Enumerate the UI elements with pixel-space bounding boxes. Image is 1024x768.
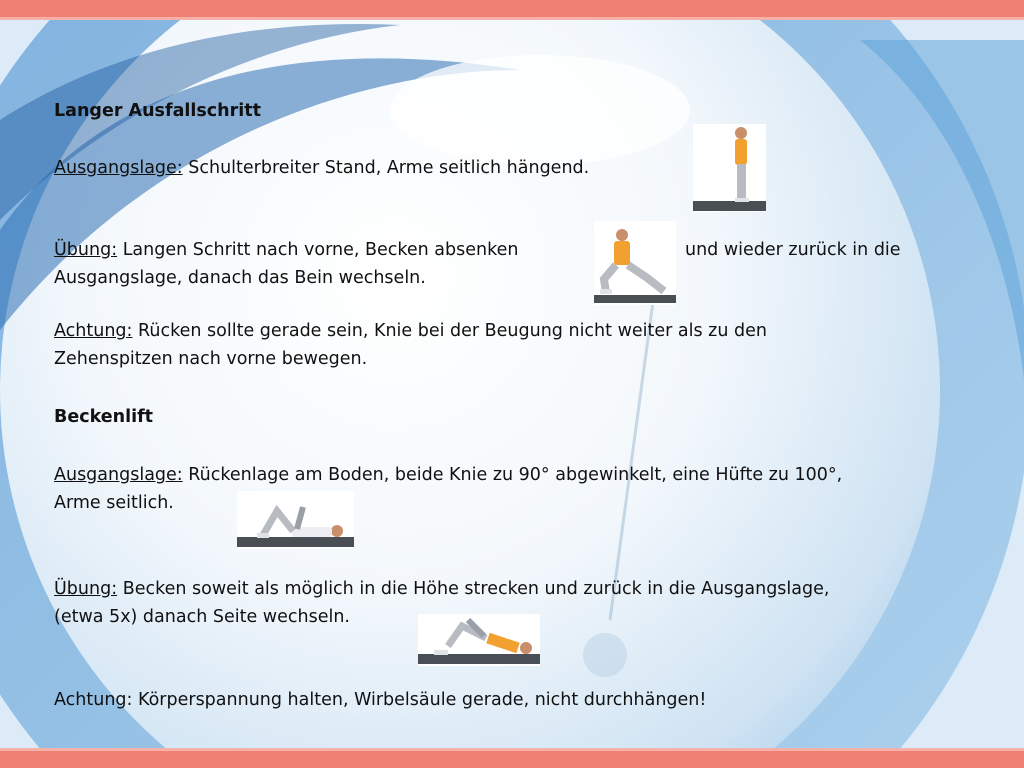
- lunge-exercise-text-a: Langen Schritt nach vorne, Becken absenken: [122, 240, 519, 260]
- lunge-person-image: [594, 221, 676, 305]
- pelvic-lift-image: [418, 614, 540, 666]
- section-title-lunge: Langer Ausfallschritt: [54, 101, 261, 121]
- lift-caution: Achtung: Körperspannung halten, Wirbelsäule gerade, nicht durchhängen!: [54, 690, 707, 710]
- standing-person-image: [693, 124, 766, 212]
- lunge-exercise-label: Übung:: [54, 240, 118, 260]
- lunge-exercise-line1: [54, 236, 518, 264]
- lunge-caution-line1: [54, 317, 767, 345]
- lunge-caution-label: Achtung:: [54, 321, 133, 341]
- lunge-start-text: Schulterbreiter Stand, Arme seitlich hängend.: [188, 158, 590, 178]
- lift-start-text-b: Arme seitlich.: [54, 493, 174, 513]
- lift-exercise-label: Übung:: [54, 579, 118, 599]
- lunge-start-label: Ausgangslage:: [54, 158, 183, 178]
- lunge-start-position: [54, 154, 589, 182]
- lift-start-line1: [54, 461, 842, 489]
- lying-knees-bent-image: [237, 491, 354, 549]
- lift-exercise-line1: [54, 575, 829, 603]
- lunge-caution-text-a: Rücken sollte gerade sein, Knie bei der Beugung nicht weiter als zu den: [138, 321, 767, 341]
- lunge-exercise-text-c: Ausgangslage, danach das Bein wechseln.: [54, 268, 426, 288]
- lunge-caution-text-b: Zehenspitzen nach vorne bewegen.: [54, 349, 368, 369]
- lunge-exercise-text-b: und wieder zurück in die: [685, 240, 901, 260]
- lift-start-label: Ausgangslage:: [54, 465, 183, 485]
- lift-exercise-text-a: Becken soweit als möglich in die Höhe strecken und zurück in die Ausgangslage,: [122, 579, 830, 599]
- top-accent-bar: [0, 0, 1024, 20]
- lift-start-text-a: Rückenlage am Boden, beide Knie zu 90° abgewinkelt, eine Hüfte zu 100°,: [188, 465, 843, 485]
- section-title-pelvic-lift: Beckenlift: [54, 407, 154, 427]
- lift-exercise-text-b: (etwa 5x) danach Seite wechseln.: [54, 607, 350, 627]
- bottom-accent-bar: [0, 748, 1024, 768]
